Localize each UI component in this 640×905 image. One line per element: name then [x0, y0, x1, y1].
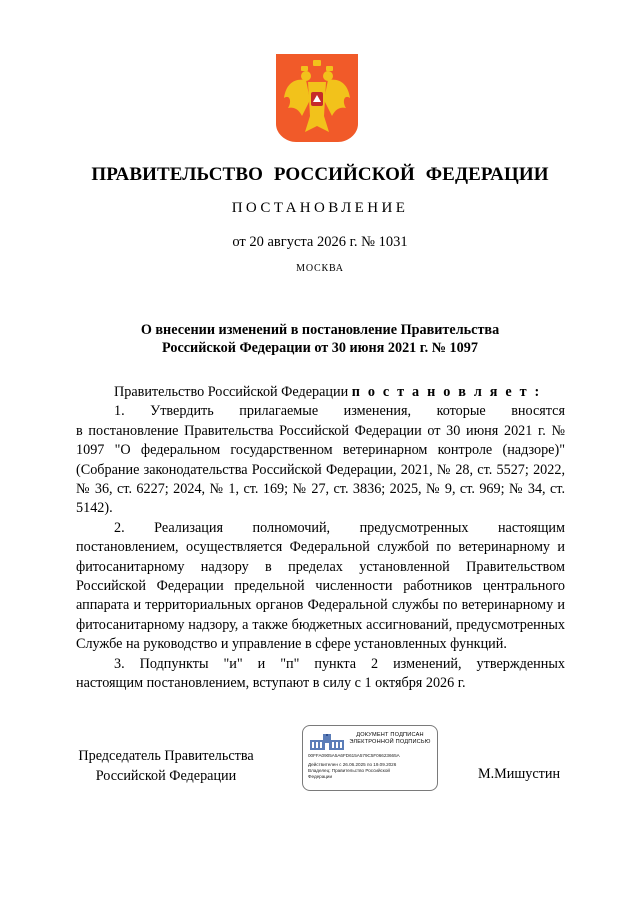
clause-2 — [76, 519, 565, 655]
clause-1-text: в постановление Правительства Российской Федерации от 30 июня 2021 г. № 1097 "О федеральном государственном ветеринарном контроле (надзоре)" (Собрание законодательства Российской Федерации, 2021, № 28, ст. 5527; 2022, № 36, ст. 6227; 2024, № 1, ст. 169; № 27, ст. 3836; 2025, № 9, ст. 969; № 34, ст. 5142). — [76, 422, 565, 517]
preamble-decrees: п о с т а н о в л я е т : — [351, 384, 542, 400]
government-building-icon — [310, 734, 344, 750]
stamp-owner-line-2: Федерации — [308, 774, 333, 779]
clause-1-first-line: 1. Утвердить прилагаемые изменения, которые вносятся — [114, 403, 565, 420]
clause-3-text: настоящим постановлением, вступают в силу с 1 октября 2026 г. — [76, 675, 466, 692]
signatory-position-line-1: Председатель Правительства — [78, 748, 254, 764]
clause-1 — [76, 402, 565, 518]
clause-2-first-line: 2. Реализация полномочий, предусмотренных настоящим — [114, 519, 565, 536]
document-city: МОСКВА — [296, 263, 344, 274]
signatory-position — [66, 747, 266, 786]
signatory-position-line-2: Российской Федерации — [95, 767, 237, 784]
subject-line-2: Российской Федерации от 30 июня 2021 г. № 1097 — [162, 340, 478, 356]
document-type: ПОСТАНОВЛЕНИЕ — [231, 200, 409, 216]
subject-line-1: О внесении изменений в постановление Правительства — [140, 322, 500, 338]
stamp-validity: Действителен с 26.06.2025 по 19.09.2026 — [308, 762, 397, 767]
stamp-title-line-2: ЭЛЕКТРОННОЙ ПОДПИСЬЮ — [349, 739, 431, 745]
clause-3-first-line: 3. Подпункты "и" и "п" пункта 2 изменений, утвержденных — [114, 655, 565, 672]
coat-of-arms-emblem — [276, 54, 358, 142]
stamp-serial: 00FFA0905A5A6FD615A579C5F06623665A — [308, 753, 400, 758]
document-body — [76, 383, 565, 694]
signatory-name: М.Мишустин — [478, 766, 561, 782]
stamp-owner-line-1: Владелец: Правительство Российской — [308, 768, 390, 773]
government-title: ПРАВИТЕЛЬСТВО РОССИЙСКОЙ ФЕДЕРАЦИИ — [91, 164, 549, 185]
stamp-title — [345, 732, 435, 746]
preamble — [76, 383, 565, 402]
document-dateline: от 20 августа 2026 г. № 1031 — [232, 234, 408, 250]
stamp-title-line-1: ДОКУМЕНТ ПОДПИСАН — [356, 732, 424, 738]
preamble-text: Правительство Российской Федерации — [114, 384, 352, 400]
clause-3 — [76, 655, 565, 694]
electronic-signature-stamp — [302, 725, 438, 791]
document-subject — [0, 321, 640, 357]
clause-2-text: постановлением, осуществляется Федеральной службой по ветеринарному и фитосанитарному надзору в пределах установленной Правительством Российской Федерации предельной численности работников центрального аппарата и территориальных органов Федеральной службы по ветеринарному и фитосанитарному надзору, а также бюджетных ассигнований, предусмотренных Службе на руководство и управление в сфере установленных функций. — [76, 539, 565, 653]
